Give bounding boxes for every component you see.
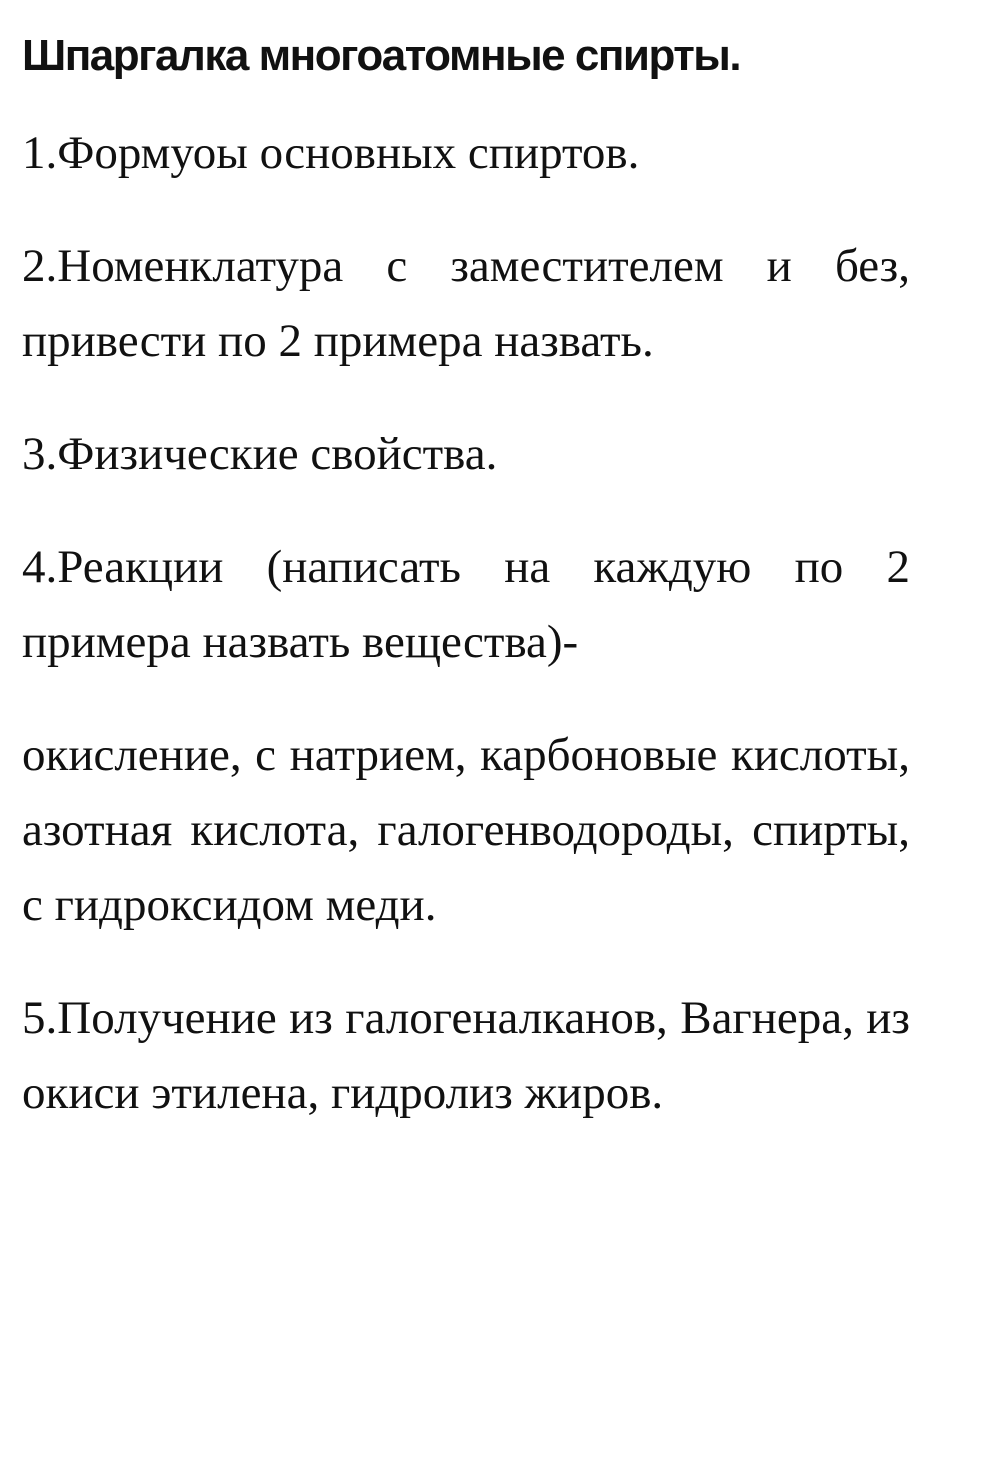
- document-page: [22, 32, 910, 1171]
- item-nomenclature: 2.Номенклатура с заместителем и без, привести по 2 примера назвать.: [22, 240, 910, 368]
- item-reactions: 4.Реакции (написать на каждую по 2 примера назвать вещества)-: [22, 541, 910, 669]
- document-title: Шпаргалка многоатомные спирты.: [22, 31, 741, 80]
- item-physical-properties: 3.Физические свойства.: [22, 428, 498, 481]
- item-preparation: 5.Получение из галогеналканов, Вагнера, из окиси этилена, гидролиз жиров.: [22, 992, 910, 1120]
- item-formulas: 1.Формуоы основных спиртов.: [22, 127, 640, 180]
- item-reactions-list: окисление, с натрием, карбоновые кислоты, азотная кислота, галогенводороды, спирты, с гидроксидом меди.: [22, 729, 910, 932]
